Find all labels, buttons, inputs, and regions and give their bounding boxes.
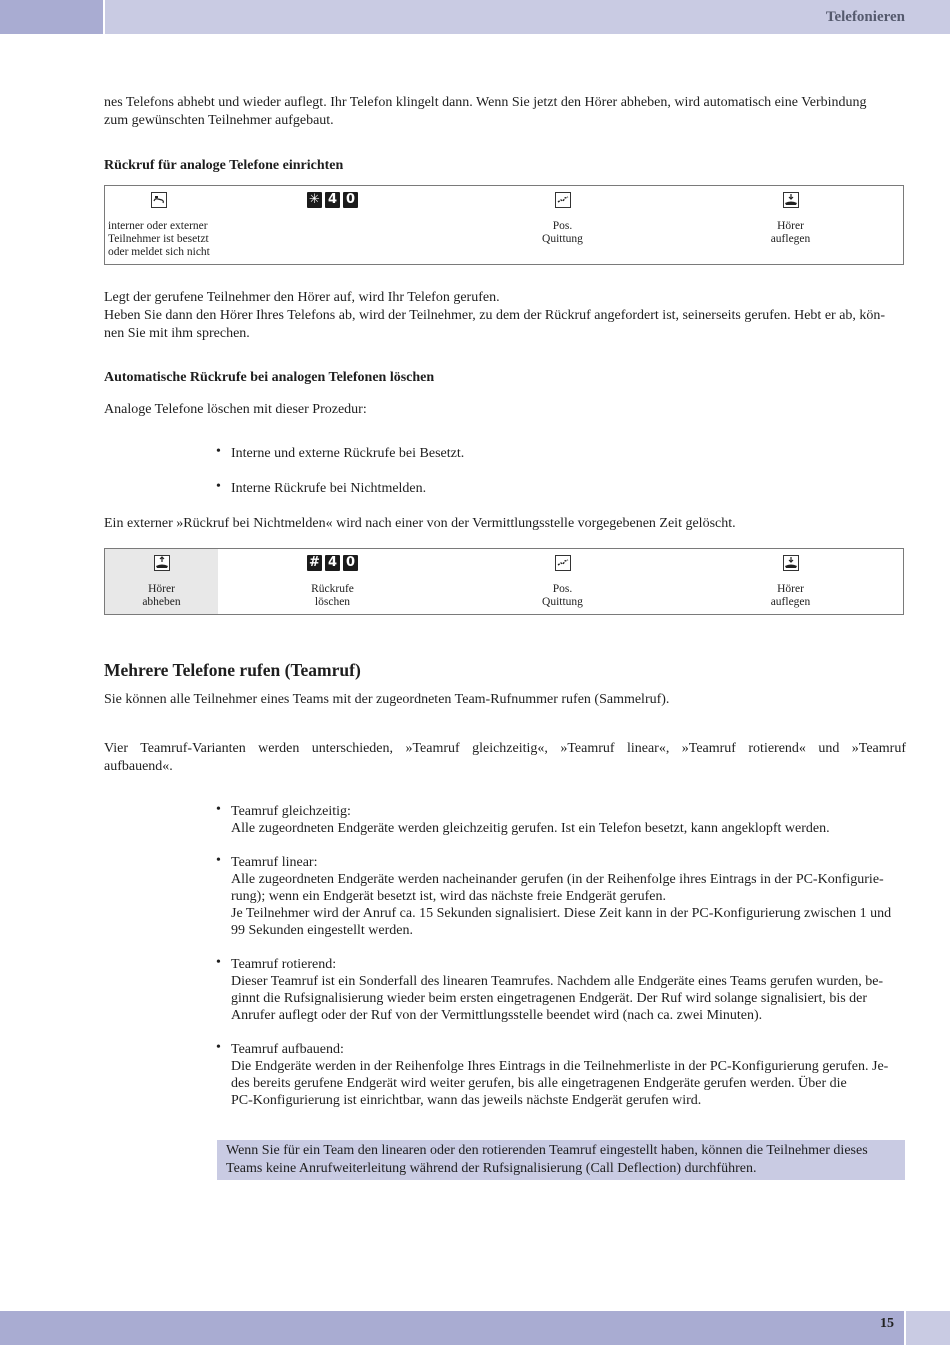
procedure-step-label: Hörer auflegen	[770, 220, 811, 245]
list-item-text: ginnt die Rufsignalisierung wieder beim ersten eingetragenen Endgerät. Der Ruf wird solange signalisiert, bis der	[231, 991, 868, 1006]
procedure-step-label: Hörer auflegen	[770, 583, 811, 608]
footer-bar	[0, 1311, 950, 1345]
key-sequence	[307, 555, 358, 575]
procedure-step-keys	[275, 549, 390, 614]
list-item-heading: Teamruf gleichzeitig:	[231, 804, 351, 819]
loeschen-note: Ein externer »Rückruf bei Nichtmelden« wird nach einer von der Vermittlungsstelle vorgegebenen Zeit gelöscht.	[104, 516, 736, 531]
note-line: Teams keine Anrufweiterleitung während der Rufsignalisierung (Call Deflection) durchführen.	[226, 1161, 757, 1176]
procedure-step-pickup	[105, 549, 218, 614]
list-item-text: Je Teilnehmer wird der Anruf ca. 15 Sekunden signalisiert. Diese Zeit kann in der PC-Konfigurierung zwischen 1 und	[231, 906, 892, 921]
list-item	[216, 1041, 906, 1109]
bullet-dot: •	[216, 955, 221, 970]
header-tab	[0, 0, 105, 34]
procedure-step-busy	[105, 186, 275, 264]
text-line: aufbauend«.	[104, 759, 173, 774]
teamruf-variants	[104, 740, 906, 776]
confirm-tone-icon	[555, 555, 571, 571]
list-item-text: Alle zugeordneten Endgeräte werden nacheinander gerufen (in der Reihenfolge ihres Eintrags in der PC-Konfigurie-	[231, 872, 884, 887]
procedure-step-hangup	[733, 549, 848, 614]
section-title-loeschen: Automatische Rückrufe bei analogen Telefonen löschen	[104, 370, 435, 385]
list-item-text: 99 Sekunden eingestellt werden.	[231, 923, 413, 938]
footer-tab	[904, 1311, 950, 1345]
star-key: ✳	[307, 192, 322, 208]
list-item-text: des bereits gerufene Endgerät wird weiter gerufen, bis alle eingetragenen Endgeräte gerufen werden. Über die	[231, 1076, 847, 1091]
section-title-rueckruf: Rückruf für analoge Telefone einrichten	[104, 158, 344, 173]
bullet-dot: •	[216, 853, 221, 868]
handset-up-icon	[154, 555, 170, 571]
list-item	[216, 956, 906, 1024]
text-line: Heben Sie dann den Hörer Ihres Telefons ab, wird der Teilnehmer, zu dem der Rückruf angefordert ist, seinerseits gerufen. Hebt er ab, kön-	[104, 308, 886, 323]
handset-down-icon	[783, 192, 799, 208]
procedure-table-rueckruf	[104, 185, 904, 265]
loeschen-intro: Analoge Telefone löschen mit dieser Prozedur:	[104, 402, 367, 417]
page-number: 15	[880, 1316, 894, 1331]
digit-key: 0	[343, 192, 358, 208]
handset-down-icon	[783, 555, 799, 571]
teamruf-note-box	[217, 1140, 905, 1180]
busy-phone-icon	[151, 192, 167, 208]
list-item	[216, 445, 906, 462]
list-item-heading: Teamruf linear:	[231, 855, 318, 870]
hash-key: #	[307, 555, 322, 571]
list-item	[216, 480, 906, 497]
teamruf-intro: Sie können alle Teilnehmer eines Teams mit der zugeordneten Team-Rufnummer rufen (Sammelruf).	[104, 692, 670, 707]
procedure-step-confirm	[505, 549, 620, 614]
bullet-dot: •	[216, 802, 221, 817]
bullet-dot: •	[216, 479, 221, 494]
intro-line: zum gewünschten Teilnehmer aufgebaut.	[104, 113, 334, 128]
intro-line: nes Telefons abhebt und wieder auflegt. Ihr Telefon klingelt dann. Wenn Sie jetzt den Hörer abheben, wird automatisch eine Verbindung	[104, 95, 867, 110]
list-item-text: rung); wenn ein Endgerät besetzt ist, wird das nächste freie Endgerät gerufen.	[231, 889, 666, 904]
note-line: Wenn Sie für ein Team den linearen oder den rotierenden Teamruf eingestellt haben, können die Teilnehmer dieses	[226, 1143, 868, 1158]
text-line: Vier Teamruf-Varianten werden unterschieden, »Teamruf gleichzeitig«, »Teamruf linear«, »Teamruf rotierend« und »Teamruf	[104, 741, 906, 756]
procedure-step-label: interner oder externer Teilnehmer ist besetzt oder meldet sich nicht	[108, 220, 210, 258]
procedure-step-label: Hörer abheben	[142, 583, 181, 608]
text-line: Legt der gerufene Teilnehmer den Hörer auf, wird Ihr Telefon gerufen.	[104, 290, 500, 305]
procedure-step-label: Pos. Quittung	[542, 583, 583, 608]
header-bar	[0, 0, 950, 34]
list-item-text: Dieser Teamruf ist ein Sonderfall des linearen Teamrufes. Nachdem alle Endgeräte eines Teams gerufen wurden, be-	[231, 974, 884, 989]
procedure-table-loeschen	[104, 548, 904, 615]
list-item-text: Anrufer auflegt oder der Ruf von der Vermittlungsstelle beendet wird (nach ca. zwei Minuten).	[231, 1008, 763, 1023]
rueckruf-explanation	[104, 289, 906, 343]
list-item-text: Alle zugeordneten Endgeräte werden gleichzeitig gerufen. Ist ein Telefon besetzt, kann angeklopft werden.	[231, 821, 830, 836]
list-item-heading: Teamruf rotierend:	[231, 957, 337, 972]
procedure-step-label: Rückrufe löschen	[311, 583, 354, 608]
list-item-text: Interne und externe Rückrufe bei Besetzt.	[231, 446, 465, 461]
list-item	[216, 803, 906, 837]
digit-key: 0	[343, 555, 358, 571]
key-sequence	[307, 192, 358, 212]
procedure-step-keys	[275, 186, 390, 264]
list-item	[216, 854, 906, 939]
intro-paragraph	[104, 94, 906, 130]
list-item-text: PC-Konfigurierung ist einrichtbar, wann das jeweils nächste Endgerät gerufen wird.	[231, 1093, 702, 1108]
page-header-title: Telefonieren	[825, 9, 905, 25]
list-item-text: Die Endgeräte werden in der Reihenfolge Ihres Eintrags in die Teilnehmerliste in der PC-Konfigurierung gerufen. Je-	[231, 1059, 889, 1074]
bullet-dot: •	[216, 444, 221, 459]
procedure-step-hangup	[733, 186, 848, 264]
section-title-teamruf: Mehrere Telefone rufen (Teamruf)	[104, 660, 361, 680]
text-line: nen Sie mit ihm sprechen.	[104, 326, 250, 341]
bullet-dot: •	[216, 1040, 221, 1055]
digit-key: 4	[325, 192, 340, 208]
digit-key: 4	[325, 555, 340, 571]
procedure-step-confirm	[505, 186, 620, 264]
confirm-tone-icon	[555, 192, 571, 208]
list-item-heading: Teamruf aufbauend:	[231, 1042, 344, 1057]
procedure-step-label: Pos. Quittung	[542, 220, 583, 245]
list-item-text: Interne Rückrufe bei Nichtmelden.	[231, 481, 427, 496]
